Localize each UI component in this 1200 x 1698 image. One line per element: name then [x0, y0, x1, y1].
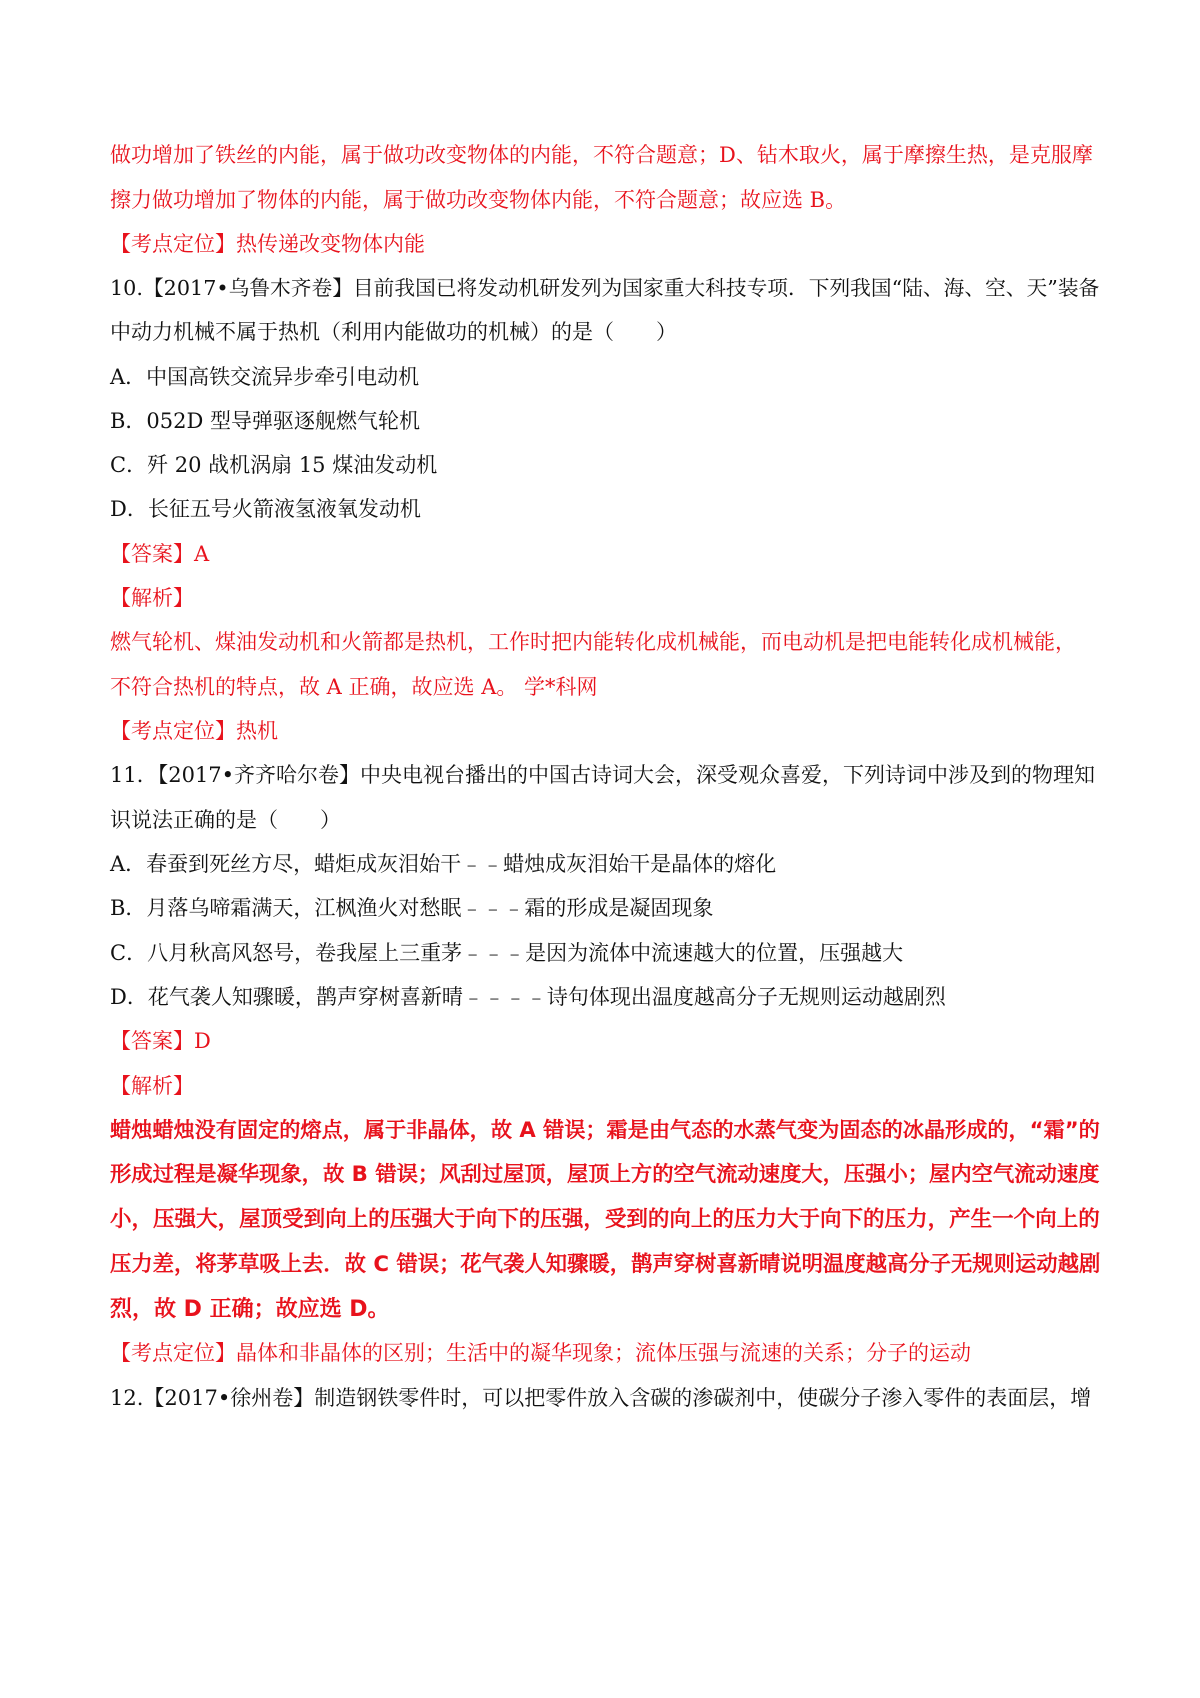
question-11-option-c: C．八月秋高风怒号，卷我屋上三重茅﹣﹣﹣是因为流体中流速越大的位置，压强越大 — [110, 941, 904, 965]
question-11-stem: 11．【2017•齐齐哈尔卷】中央电视台播出的中国古诗词大会，深受观众喜爱，下列诗词中涉及到的物理知 — [110, 763, 1096, 787]
question-10-option-b: B．052D 型导弹驱逐舰燃气轮机 — [110, 409, 421, 433]
question-11-option-a: A．春蚕到死丝方尽，蜡炬成灰泪始干﹣﹣蜡烛成灰泪始干是晶体的熔化 — [110, 852, 777, 876]
explanation-text-line: 形成过程是凝华现象，故 B 错误；风刮过屋顶，屋顶上方的空气流动速度大，压强小；屋内空气流动速度 — [110, 1162, 1100, 1187]
knowledge-point-label: 【考点定位】热传递改变物体内能 — [110, 232, 425, 256]
explanation-text-line: 擦力做功增加了物体的内能，属于做功改变物体内能，不符合题意；故应选 B。 — [110, 188, 847, 212]
question-11-stem: 识说法正确的是（ ） — [110, 808, 341, 832]
question-11-option-b: B．月落乌啼霜满天，江枫渔火对愁眠﹣﹣﹣霜的形成是凝固现象 — [110, 896, 714, 920]
question-11-option-d: D．花气袭人知骤暖，鹊声穿树喜新晴﹣﹣﹣﹣诗句体现出温度越高分子无规则运动越剧烈 — [110, 985, 946, 1009]
knowledge-point-label: 【考点定位】热机 — [110, 719, 278, 743]
explanation-text-line: 不符合热机的特点，故 A 正确，故应选 A。 学*科网 — [110, 675, 598, 699]
analysis-label: 【解析】 — [110, 586, 194, 610]
explanation-text-line: 小，压强大，屋顶受到向上的压强大于向下的压强，受到的向上的压力大于向下的压力，产生一个向上的 — [110, 1207, 1100, 1232]
question-10-option-c: C．歼 20 战机涡扇 15 煤油发动机 — [110, 453, 438, 477]
question-10-stem: 中动力机械不属于热机（利用内能做功的机械）的是（ ） — [110, 320, 677, 344]
question-10-option-a: A．中国高铁交流异步牵引电动机 — [110, 365, 420, 389]
explanation-text-line: 燃气轮机、煤油发动机和火箭都是热机，工作时把内能转化成机械能，而电动机是把电能转化成机械能， — [110, 630, 1076, 654]
explanation-text-line: 蜡烛蜡烛没有固定的熔点，属于非晶体，故 A 错误；霜是由气态的水蒸气变为固态的冰晶形成的，“霜”的 — [110, 1117, 1100, 1142]
explanation-text-line: 压力差，将茅草吸上去．故 C 错误；花气袭人知骤暖，鹊声穿树喜新晴说明温度越高分子无规则运动越剧 — [110, 1252, 1101, 1277]
question-10-option-d: D．长征五号火箭液氢液氧发动机 — [110, 497, 421, 521]
question-12-stem: 12.【2017•徐州卷】制造钢铁零件时，可以把零件放入含碳的渗碳剂中，使碳分子渗入零件的表面层，增 — [110, 1386, 1092, 1410]
answer-label: 【答案】A — [110, 542, 210, 566]
answer-label: 【答案】D — [110, 1029, 211, 1053]
explanation-text-line: 烈，故 D 正确；故应选 D。 — [110, 1297, 390, 1322]
explanation-text-line: 做功增加了铁丝的内能，属于做功改变物体的内能，不符合题意；D、钻木取火，属于摩擦生热，是克服摩 — [110, 143, 1093, 167]
question-10-stem: 10.【2017•乌鲁木齐卷】目前我国已将发动机研发列为国家重大科技专项．下列我国“陆、海、空、天”装备 — [110, 276, 1100, 300]
knowledge-point-label: 【考点定位】晶体和非晶体的区别；生活中的凝华现象；流体压强与流速的关系；分子的运动 — [110, 1341, 971, 1365]
analysis-label: 【解析】 — [110, 1074, 194, 1098]
